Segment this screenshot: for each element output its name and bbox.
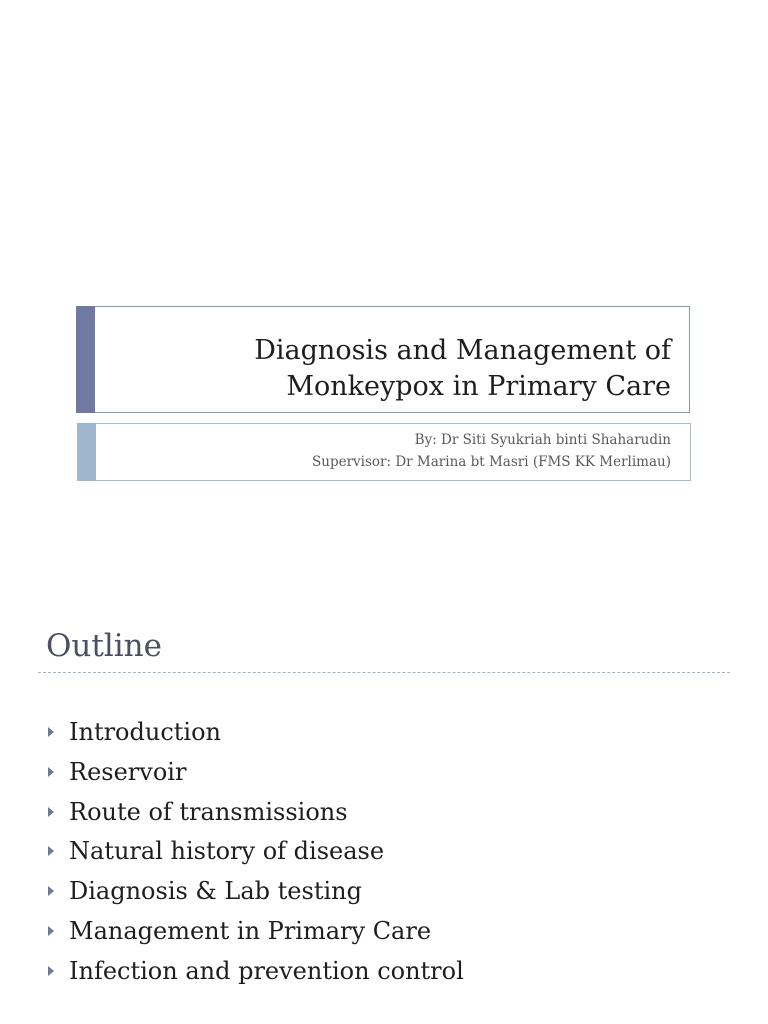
heading-divider (38, 672, 730, 673)
list-item (44, 917, 464, 957)
list-item-text: Diagnosis & Lab testing (69, 877, 362, 906)
slide-title-line-1: Diagnosis and Management of (254, 335, 671, 366)
slide-title-line-2: Monkeypox in Primary Care (286, 371, 671, 402)
list-item-text: Reservoir (69, 757, 187, 786)
list-item (44, 837, 464, 877)
list-item-text: Introduction (69, 718, 221, 746)
list-item-text: Natural history of disease (69, 837, 385, 866)
list-item-text: Management in Primary Care (69, 916, 432, 945)
list-item-text: Route of transmissions (69, 797, 348, 826)
title-accent-bar (76, 306, 95, 413)
supervisor-line: Supervisor: Dr Marina bt Masri (FMS KK Merlimau) (312, 454, 671, 470)
triangle-right-icon (48, 807, 54, 817)
outline-list (44, 718, 464, 997)
triangle-right-icon (48, 926, 54, 936)
list-item (44, 798, 464, 838)
triangle-right-icon (48, 727, 54, 737)
author-byline: By: Dr Siti Syukriah binti Shaharudin (414, 432, 671, 448)
triangle-right-icon (48, 886, 54, 896)
list-item (44, 877, 464, 917)
list-item-text: Infection and prevention control (69, 956, 464, 985)
list-item (44, 758, 464, 798)
outline-heading: Outline (46, 628, 162, 664)
slide-subtitle (312, 429, 671, 473)
subtitle-accent-bar (77, 423, 96, 481)
slide-title (254, 333, 671, 405)
triangle-right-icon (48, 966, 54, 976)
triangle-right-icon (48, 846, 54, 856)
subtitle-box (77, 423, 691, 481)
triangle-right-icon (48, 767, 54, 777)
list-item (44, 957, 464, 997)
list-item (44, 718, 464, 758)
outline-slide (0, 600, 768, 1024)
title-box (76, 306, 690, 413)
